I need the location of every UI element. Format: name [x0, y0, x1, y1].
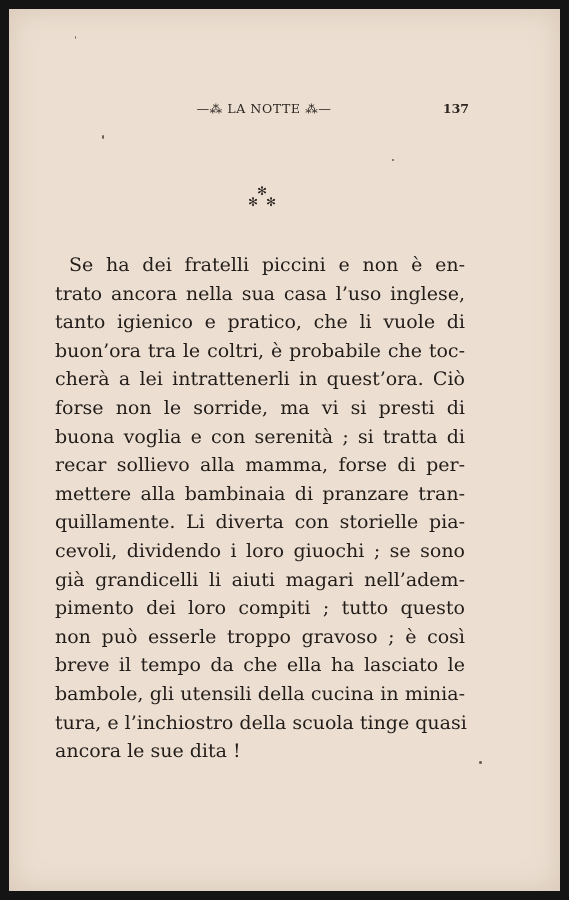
paragraph-line: breve il tempo da che ella ha lasciato le [55, 654, 465, 677]
running-head [9, 101, 560, 119]
paper-speck [392, 159, 394, 161]
paragraph-line: recar sollievo alla mamma, forse di per- [55, 454, 465, 477]
paper-speck [479, 761, 482, 764]
paragraph-line: forse non le sorride, ma vi si presti di [55, 396, 465, 419]
paragraph-line: bambole, gli utensili della cucina in minia- [55, 682, 465, 705]
paragraph-line: quillamente. Li diverta con storielle pia- [55, 511, 465, 534]
paragraph-line: ancora le sue dita ! [55, 740, 241, 763]
paragraph-line: non può esserle troppo gravoso ; è così [55, 625, 465, 648]
paper-speck [102, 135, 104, 139]
asterism-star-top: ✻ [257, 184, 268, 198]
paragraph-line: buon’ora tra le coltri, è probabile che toc- [55, 339, 465, 362]
paragraph-line: mettere alla bambinaia di pranzare tran- [55, 482, 465, 505]
asterism-star-left: ✻ [248, 195, 259, 209]
paragraph-line: cevoli, dividendo i loro giuochi ; se sono [55, 539, 465, 562]
asterism-star-right: ✻ [266, 195, 277, 209]
paragraph-line: trato ancora nella sua casa l’uso inglese, [55, 282, 465, 305]
paragraph-line: buona voglia e con serenità ; si tratta di [55, 425, 465, 448]
paragraph-line: cherà a lei intrattenerli in quest’ora. Ciò [55, 368, 465, 391]
paragraph-line: tura, e l’inchiostro della scuola tinge quasi [55, 711, 467, 734]
paper-speck [75, 36, 76, 39]
running-title: —⁂ LA NOTTE ⁂— [196, 101, 332, 116]
page-number: 137 [442, 101, 469, 116]
paragraph-line: tanto igienico e pratico, che li vuole di [55, 311, 465, 334]
paragraph [55, 251, 465, 766]
paragraph-line: pimento dei loro compiti ; tutto questo [55, 597, 465, 620]
section-break-ornament [234, 185, 294, 213]
paragraph-line: Se ha dei fratelli piccini e non è en- [69, 254, 465, 276]
paragraph-line: già grandicelli li aiuti magari nell’adem- [55, 568, 465, 591]
book-page [9, 9, 560, 891]
